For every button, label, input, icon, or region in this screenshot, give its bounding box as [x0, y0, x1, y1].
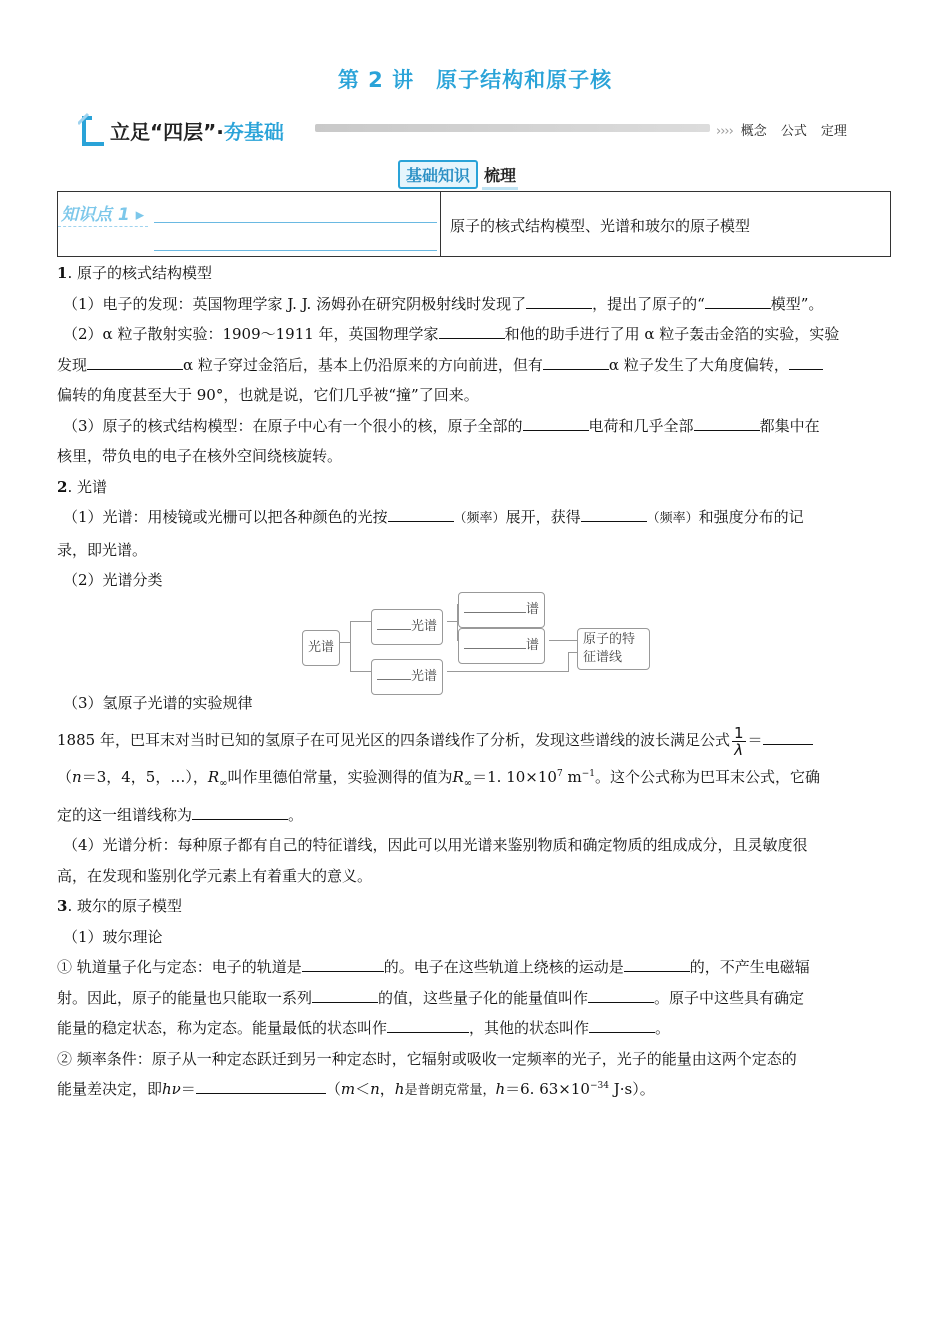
fill-blank[interactable] [589, 1015, 655, 1033]
diagram-connector [568, 652, 569, 672]
fill-blank[interactable] [705, 291, 771, 309]
paragraph: 能量的稳定状态，称为定态。能量最低的状态叫作 ，其他的状态叫作 。 [57, 1013, 893, 1044]
paragraph: 核里，带负电的电子在核外空间绕核旋转。 [57, 447, 343, 465]
paragraph: ② 频率条件：原子从一种定态跃迁到另一种定态时，它辐射或吸收一定频率的光子，光子的能量由这两个定态的 [57, 1049, 797, 1068]
fill-blank[interactable] [87, 352, 183, 370]
fill-blank[interactable] [763, 727, 813, 745]
diagram-connector [447, 671, 568, 672]
diagram-connector [350, 621, 351, 671]
tag-formula: 公式 [780, 124, 807, 139]
paragraph: （3）氢原子光谱的实验规律 [63, 693, 253, 712]
knowledge-point-badge: 知识点 1 ▸ [61, 205, 145, 225]
fill-blank[interactable] [581, 504, 647, 522]
section-heading: 2. 光谱 [57, 477, 107, 496]
diagram-leaf-box-2: 谱 [458, 628, 545, 665]
paragraph: 录，即光谱。 [57, 540, 148, 559]
paragraph: （1）电子的发现：英国物理学家 J. J. 汤姆孙在研究阴极射线时发现了 ，提出了原子的“ 模型”。 [57, 289, 893, 320]
knowledge-point-box [57, 191, 891, 257]
tag-theorem: 定理 [820, 124, 847, 139]
tag-concept: 概念 [740, 124, 767, 139]
diagram-branch-box-1: 光谱 [371, 609, 443, 646]
section-heading: 3. 玻尔的原子模型 [57, 897, 182, 915]
fill-blank[interactable] [588, 985, 654, 1003]
fill-blank[interactable] [196, 1076, 326, 1094]
diagram-leaf-box-1: 谱 [458, 592, 545, 629]
sub-header-rest: 梳理 [482, 162, 518, 190]
paragraph: （4）光谱分析：每种原子都有自己的特征谱线，因此可以用光谱来鉴别物质和确定物质的组成成分，且灵敏度很 [63, 836, 808, 854]
diagram-connector [549, 640, 578, 641]
paragraph: 高，在发现和鉴别化学元素上有着重大的意义。 [57, 866, 373, 885]
chevrons-icon: ›››› [716, 124, 733, 139]
paragraph: 偏转的角度甚至大于 90°，也就是说，它们几乎被“撞”了回来。 [57, 386, 479, 404]
fill-blank[interactable] [312, 985, 378, 1003]
page-title [0, 64, 950, 94]
fill-blank[interactable] [523, 413, 589, 431]
fill-blank[interactable] [439, 321, 505, 339]
fill-blank[interactable] [543, 352, 609, 370]
blank-line [154, 222, 437, 223]
diagram-connector [350, 671, 372, 672]
diagram-connector [340, 642, 350, 643]
diagram-connector [350, 621, 372, 622]
dashed-underline [58, 226, 148, 227]
paragraph: （3）原子的核式结构模型：在原子中心有一个很小的核，原子全部的 电荷和几乎全部 都集中在 [57, 411, 893, 442]
diagram-feature-box: 原子的特征谱线 [577, 628, 650, 670]
sub-header [398, 160, 518, 186]
paragraph: ① 轨道量子化与定态：电子的轨道是 的。电子在这些轨道上绕核的运动是 的，不产生电磁辐 [57, 952, 893, 983]
lesson-topic: 原子结构和原子核 [436, 68, 613, 92]
play-arrow-icon: ▸ [135, 205, 145, 225]
section-heading: 1. 原子的核式结构模型 [57, 264, 212, 282]
knowledge-point-title: 原子的核式结构模型、光谱和玻尔的原子模型 [450, 217, 751, 235]
fill-blank[interactable] [302, 954, 384, 972]
paragraph: 能量差决定，即hν＝ （m＜n，h是普朗克常量，h＝6. $63\times 10^{-34}$ J·s）。 [57, 1074, 893, 1107]
banner-divider [315, 124, 710, 132]
content-body [57, 258, 893, 1107]
fill-blank[interactable] [789, 352, 823, 370]
paragraph: 1885 年，巴耳末对当时已知的氢原子在可见光区的四条谱线作了分析，发现这些谱线的波长满足公式 $\frac{1}{\lambda}$ ＝ [57, 718, 893, 762]
knowledge-point-label-cell [58, 192, 441, 256]
blank-line [154, 250, 437, 251]
banner-tags [716, 120, 861, 139]
fill-blank[interactable] [388, 504, 454, 522]
diagram-root-box: 光谱 [302, 630, 340, 667]
paragraph: （1）玻尔理论 [63, 927, 163, 946]
paragraph: （2）光谱分类 [63, 571, 163, 589]
fraction-one-over-lambda: $\frac{1}{\lambda}$ [733, 723, 744, 759]
paragraph: （2）α 粒子散射实验：1909～1911 年，英国物理学家 和他的助手进行了用 α 粒子轰击金箔的实验，实验 [57, 319, 893, 350]
fill-blank[interactable] [694, 413, 760, 431]
paragraph: （n＝3，4，5，…），$R_\infty$叫作里德伯常量，实验测得的值为$R_\infty=1$. $10\times 10^7$ $m^{-1}$。这个公式称为巴耳末公式，它确 [57, 768, 820, 789]
diagram-connector [447, 621, 457, 622]
fill-blank[interactable] [387, 1015, 469, 1033]
spectrum-classification-diagram [57, 596, 893, 688]
section-banner [78, 112, 888, 150]
fill-blank[interactable] [192, 802, 288, 820]
paragraph: 发现 α 粒子穿过金箔后，基本上仍沿原来的方向前进，但有 α 粒子发生了大角度偏转， [57, 350, 893, 381]
paragraph: 射。因此，原子的能量也只能取一系列 的值，这些量子化的能量值叫作 。原子中这些具有确定 [57, 983, 893, 1014]
fill-blank[interactable] [526, 291, 592, 309]
sub-header-box: 基础知识 [398, 160, 478, 189]
lesson-number: 第 2 讲 [337, 68, 415, 92]
paragraph: 定的这一组谱线称为 。 [57, 800, 893, 831]
paragraph: （1）光谱：用棱镜或光栅可以把各种颜色的光按 （频率）展开，获得 （频率）和强度分布的记 [57, 502, 893, 535]
diagram-branch-box-2: 光谱 [371, 659, 443, 696]
banner-title: 立足“四层”·夯基础 [110, 120, 284, 144]
fill-blank[interactable] [624, 954, 690, 972]
